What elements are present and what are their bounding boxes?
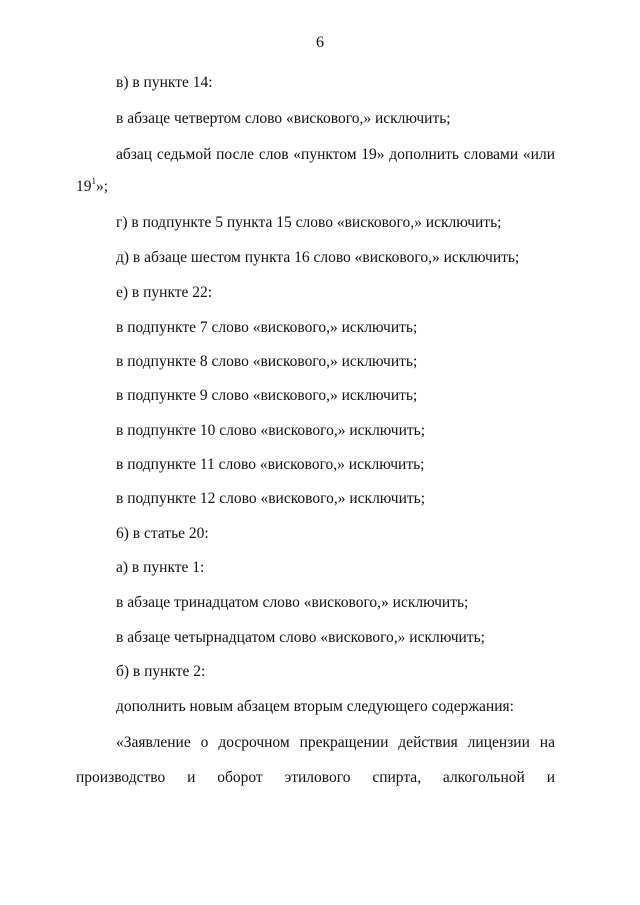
paragraph-line: дополнить новым абзацем вторым следующего содержания: bbox=[116, 698, 514, 715]
paragraph-line: производство и оборот этилового спирта, алкогольной и bbox=[76, 769, 555, 786]
closing-quote: »; bbox=[96, 178, 109, 195]
paragraph-line: в абзаце тринадцатом слово «вискового,» исключить; bbox=[116, 594, 469, 611]
paragraph-line: «Заявление о досрочном прекращении действия лицензии на bbox=[116, 734, 555, 751]
paragraph-line: в) в пункте 14: bbox=[116, 74, 213, 91]
paragraph-line: в подпункте 8 слово «вискового,» исключить; bbox=[116, 353, 418, 370]
paragraph-line: 6) в статье 20: bbox=[116, 525, 209, 542]
superscript: 1 bbox=[91, 175, 96, 186]
footnote-number: 19 bbox=[76, 178, 92, 195]
page-number: 6 bbox=[316, 34, 324, 51]
paragraph-line: е) в пункте 22: bbox=[116, 284, 213, 301]
paragraph-line bbox=[76, 177, 555, 197]
paragraph-line: д) в абзаце шестом пункта 16 слово «вискового,» исключить; bbox=[116, 249, 520, 266]
paragraph-line: в абзаце четырнадцатом слово «вискового,» исключить; bbox=[116, 629, 485, 646]
paragraph-line: в подпункте 7 слово «вискового,» исключить; bbox=[116, 319, 418, 336]
paragraph-line: в подпункте 9 слово «вискового,» исключить; bbox=[116, 387, 418, 404]
paragraph-line: в подпункте 10 слово «вискового,» исключить; bbox=[116, 422, 426, 439]
paragraph-line: абзац седьмой после слов «пунктом 19» дополнить словами «или bbox=[116, 146, 555, 163]
paragraph-line: г) в подпункте 5 пункта 15 слово «вискового,» исключить; bbox=[116, 214, 502, 231]
paragraph-line: б) в пункте 2: bbox=[116, 663, 206, 680]
paragraph-line: а) в пункте 1: bbox=[116, 559, 205, 576]
paragraph-line: в подпункте 12 слово «вискового,» исключить; bbox=[116, 490, 426, 507]
paragraph-line: в подпункте 11 слово «вискового,» исключить; bbox=[116, 456, 425, 473]
paragraph-line: в абзаце четвертом слово «вискового,» исключить; bbox=[116, 110, 451, 127]
